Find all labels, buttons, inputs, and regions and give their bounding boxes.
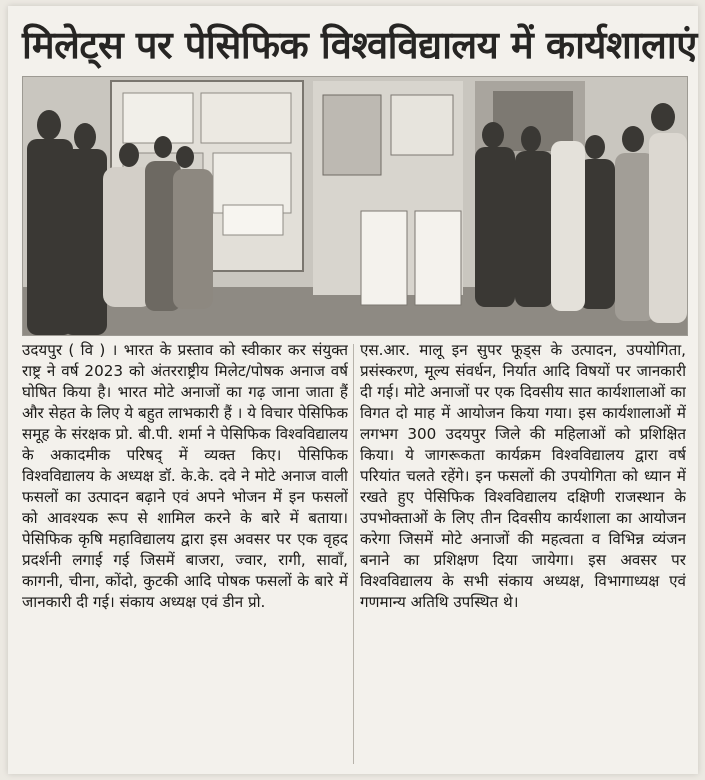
- article-column-left: [22, 340, 348, 770]
- article-body: [22, 340, 686, 770]
- headline: मिलेट्स पर पेसिफिक विश्वविद्यालय में कार्यशालाएं: [22, 23, 697, 67]
- news-photo: [22, 76, 688, 336]
- group-photo-icon: [23, 77, 687, 335]
- newspaper-clipping: [8, 6, 698, 774]
- column-divider: [353, 344, 354, 764]
- article-text-right: एस.आर. मालू इन सुपर फूड्स के उत्पादन, उपयोगिता, प्रसंस्करण, मूल्य संवर्धन, निर्यात आदि विषयों पर जानकारी दी गई। मोटे अनाजों पर एक दिवसीय सात कार्यशालाओं का विगत दो माह में आयोजन किया गया। इस कार्यशालाओं में लगभग 300 उदयपुर जिले की महिलाओं को प्रशिक्षित किया। ये जागरूकता कार्यक्रम विश्वविद्यालय द्वारा वर्ष परियांत चलते रहेंगे। इन फसलों की उपयोगिता को ध्यान में रखते हुए पेसिफिक विश्वविद्यालय दक्षिणी राजस्थान के उपभोक्ताओं के लिए तीन दिवसीय कार्यशाला का आयोजन करेगा जिसमें मोटे अनाजों की महत्वता व विभिन्न व्यंजन बनाने का प्रशिक्षण दिया जायेगा। इस अवसर पर विश्वविद्यालय के सभी संकाय अध्यक्ष, विभागाध्यक्ष एवं गणमान्य अतिथि उपस्थित थे।: [360, 341, 686, 611]
- article-text-left: उदयपुर ( वि ) । भारत के प्रस्ताव को स्वीकार कर संयुक्त राष्ट्र ने वर्ष 2023 को अंतरराष्ट्रीय मिलेट/पोषक अनाज वर्ष घोषित किया है। भारत मोटे अनाजों का गढ़ जाना जाता हैं और सेहत के लिए ये बहुत लाभकारी हैं । ये विचार पेसिफिक समूह के संरक्षक प्रो. बी.पी. शर्मा ने पेसिफिक विश्वविद्यालय के अकादमीक परिषद् में व्यक्त किए। पेसिफिक विश्वविद्यालय के अध्यक्ष डॉ. के.के. दवे ने मोटे अनाज वाली फसलों का उत्पादन बढ़ाने एवं अपने भोजन में इन फसलों को आवश्यक रूप से शामिल करने के बारे में बताया। पेसिफिक कृषि महाविद्यालय द्वारा इस अवसर पर एक वृहद प्रदर्शनी लगाई गई जिसमें बाजरा, ज्वार, रागी, सावाँ, कागनी, चीना, कोंदो, कुटकी आदि पोषक फसलों के बारे में जानकारी दी गई। संकाय अध्यक्ष एवं डीन प्रो.: [22, 341, 348, 611]
- article-column-right: [360, 340, 686, 770]
